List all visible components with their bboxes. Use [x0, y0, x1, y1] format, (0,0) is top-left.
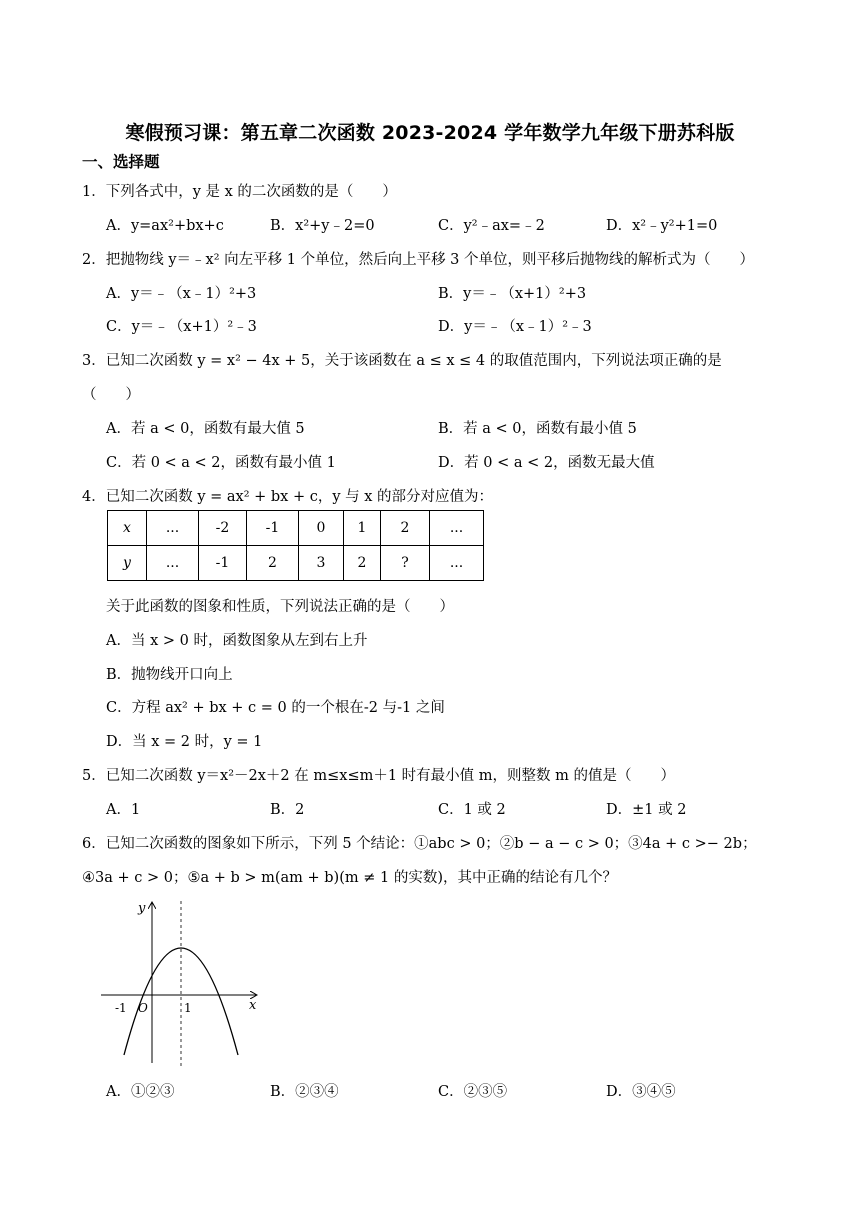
question-6-option-d[interactable]: D．③④⑤ — [606, 1084, 676, 1100]
question-2-option-d[interactable]: D．y＝﹣（x﹣1）²﹣3 — [438, 319, 592, 335]
question-5-option-a[interactable]: A．1 — [106, 802, 141, 818]
y-axis-label: y — [138, 901, 146, 916]
question-4-option-d[interactable]: D．当 x = 2 时，y = 1 — [106, 734, 263, 750]
question-6-option-a[interactable]: A．①②③ — [106, 1084, 175, 1100]
question-3-option-c[interactable]: C．若 0 < a < 2，函数有最小值 1 — [106, 455, 336, 471]
question-3-stem: 3．已知二次函数 y = x² − 4x + 5，关于该函数在 a ≤ x ≤ 4 的取值范围内，下列说法项正确的是 — [82, 353, 722, 369]
table-cell: 2 — [381, 511, 430, 546]
table-row-x — [108, 511, 484, 546]
question-1-stem: 1．下列各式中，y 是 x 的二次函数的是（ ） — [82, 184, 397, 200]
table-row-y — [108, 546, 484, 581]
question-3-option-a[interactable]: A．若 a < 0，函数有最大值 5 — [106, 421, 305, 437]
question-1-option-c[interactable]: C．y²﹣ax=﹣2 — [438, 218, 545, 234]
table-cell: 2 — [344, 546, 381, 581]
origin-label: O — [138, 1001, 148, 1015]
tick-label-1: 1 — [184, 1001, 192, 1015]
question-2-option-a[interactable]: A．y＝﹣（x﹣1）²+3 — [106, 286, 257, 302]
page-title: 寒假预习课：第五章二次函数 2023-2024 学年数学九年级下册苏科版 — [125, 122, 735, 144]
question-1-option-a[interactable]: A．y=ax²+bx+c — [106, 218, 224, 234]
table-cell: ... — [430, 546, 484, 581]
table-cell: 2 — [247, 546, 299, 581]
question-3-stem-continued: （ ） — [82, 387, 140, 403]
table-cell: x — [108, 511, 147, 546]
question-4-option-b[interactable]: B．抛物线开口向上 — [106, 667, 233, 683]
question-5-stem: 5．已知二次函数 y＝x²－2x＋2 在 m≤x≤m＋1 时有最小值 m，则整数 m 的值是（ ） — [82, 768, 675, 784]
question-1-option-d[interactable]: D．x²﹣y²+1=0 — [606, 218, 718, 234]
question-6-stem: 6．已知二次函数的图象如下所示，下列 5 个结论：①abc > 0；②b − a − c > 0；③4a + c >− 2b； — [82, 836, 757, 852]
table-cell: -1 — [247, 511, 299, 546]
question-4-option-c[interactable]: C．方程 ax² + bx + c = 0 的一个根在-2 与-1 之间 — [106, 700, 445, 716]
question-6-stem-continued: ④3a + c > 0；⑤a + b > m(am + b)(m ≠ 1 的实数)，其中正确的结论有几个？ — [82, 870, 617, 886]
parabola-graph — [96, 895, 266, 1070]
question-1-option-b[interactable]: B．x²+y﹣2=0 — [270, 218, 375, 234]
table-cell: ... — [430, 511, 484, 546]
tick-label-neg1: -1 — [115, 1001, 127, 1015]
table-cell: 3 — [299, 546, 344, 581]
value-table — [107, 510, 484, 581]
table-cell: ... — [147, 546, 199, 581]
question-2-option-b[interactable]: B．y＝﹣（x+1）²+3 — [438, 286, 587, 302]
question-2-stem: 2．把抛物线 y＝﹣x² 向左平移 1 个单位，然后向上平移 3 个单位，则平移后抛物线的解析式为（ ） — [82, 252, 755, 268]
table-cell: ? — [381, 546, 430, 581]
table-cell: -2 — [199, 511, 247, 546]
table-cell: ... — [147, 511, 199, 546]
question-5-option-d[interactable]: D．±1 或 2 — [606, 802, 687, 818]
x-axis-label: x — [249, 998, 257, 1013]
question-4-stem: 4．已知二次函数 y = ax² + bx + c，y 与 x 的部分对应值为： — [82, 489, 494, 505]
table-cell: -1 — [199, 546, 247, 581]
question-3-option-d[interactable]: D．若 0 < a < 2，函数无最大值 — [438, 455, 655, 471]
table-cell: 1 — [344, 511, 381, 546]
question-4-option-a[interactable]: A．当 x > 0 时，函数图象从左到右上升 — [106, 633, 368, 649]
question-6-option-b[interactable]: B．②③④ — [270, 1084, 339, 1100]
question-4-prompt: 关于此函数的图象和性质，下列说法正确的是（ ） — [106, 599, 454, 615]
question-5-option-b[interactable]: B．2 — [270, 802, 305, 818]
question-5-option-c[interactable]: C．1 或 2 — [438, 802, 506, 818]
question-6-option-c[interactable]: C．②③⑤ — [438, 1084, 508, 1100]
question-3-option-b[interactable]: B．若 a < 0，函数有最小值 5 — [438, 421, 637, 437]
table-cell: y — [108, 546, 147, 581]
section-heading: 一、选择题 — [82, 153, 160, 171]
question-2-option-c[interactable]: C．y＝﹣（x+1）²﹣3 — [106, 319, 257, 335]
table-cell: 0 — [299, 511, 344, 546]
